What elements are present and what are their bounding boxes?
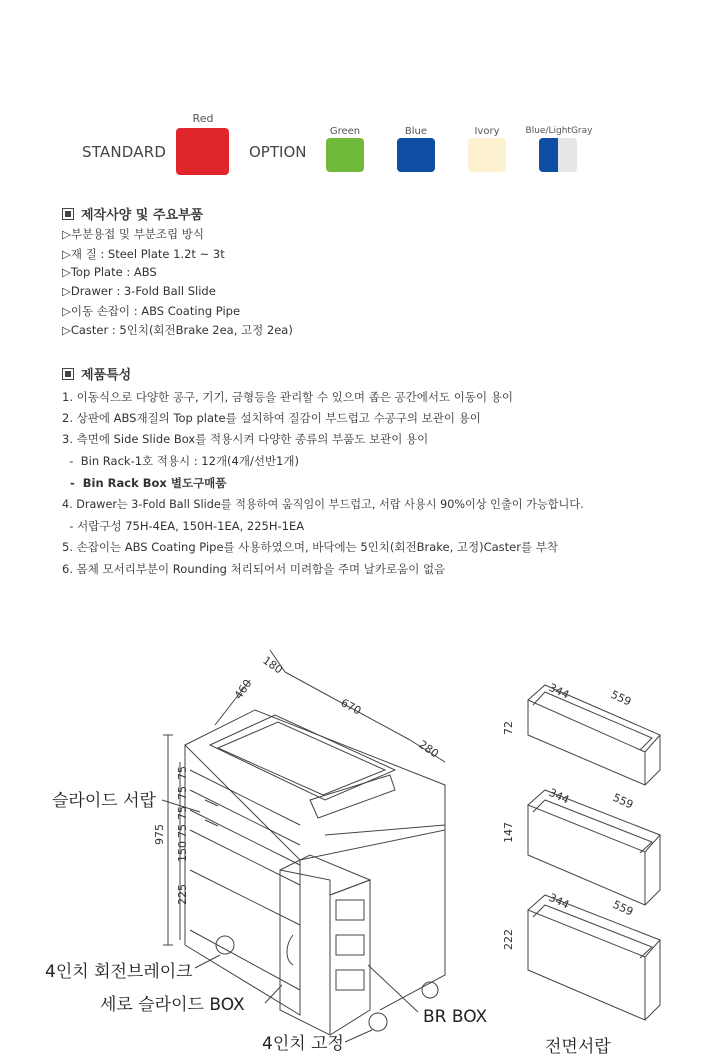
drawer-72: [528, 685, 660, 785]
drawer-147-height: 147: [502, 822, 515, 843]
feature-item: 4. Drawer는 3-Fold Ball Slide를 적용하여 움직임이 부드럽고, 서랍 사용시 90%이상 인출이 가능합니다.: [62, 498, 584, 511]
dim-h75: 75: [176, 806, 189, 820]
feature-item: 6. 몸체 모서리부분이 Rounding 처리되어서 미려함을 주며 날카로움이 없음: [62, 562, 446, 576]
swatch-name-blue-lightgray: Blue/LightGray: [525, 126, 593, 136]
top-handle-recess: [310, 775, 395, 818]
drawer-222-height: 222: [502, 929, 515, 950]
cabinet-front-outline: [185, 745, 300, 1015]
features-title: 제품특성: [81, 368, 132, 383]
standard-label: STANDARD: [82, 143, 167, 161]
spec-item: ▷Top Plate : ABS: [62, 265, 157, 279]
section-bullet-icon: [62, 208, 74, 220]
swatch-blue[interactable]: [397, 138, 435, 172]
drawer-222-width: 344: [546, 890, 572, 912]
dim-280: 280: [416, 737, 441, 761]
drawer-72-width: 344: [546, 680, 572, 702]
dim-975: 975: [153, 824, 166, 845]
dim-h225: 225: [176, 884, 189, 905]
swatch-ivory[interactable]: [468, 138, 506, 172]
dim-h75: 75: [176, 824, 189, 838]
spec-item: ▷재 질 : Steel Plate 1.2t ~ 3t: [62, 247, 225, 261]
swatch-name-red: Red: [192, 112, 214, 125]
section-bullet-icon: [62, 368, 74, 380]
label-front-drawer: 전면서랍: [545, 1037, 611, 1057]
spec-item: ▷Drawer : 3-Fold Ball Slide: [62, 284, 216, 298]
top-tray: [210, 715, 395, 800]
dim-h75: 75: [176, 786, 189, 800]
swatch-name-ivory: Ivory: [474, 126, 500, 137]
swatch-blue-lightgray[interactable]: [539, 138, 577, 172]
cabinet-top: [185, 710, 445, 860]
feature-item: 1. 이동식으로 다양한 공구, 기기, 금형등을 관리할 수 있으며 좁은 공간에서도 이동이 용이: [62, 390, 513, 404]
specs-title: 제작사양 및 주요부품: [81, 208, 204, 223]
dim-180: 180: [260, 653, 285, 677]
spec-item: ▷이동 손잡이 : ABS Coating Pipe: [62, 304, 241, 318]
drawer-147-depth: 559: [610, 790, 636, 812]
caster-brake-icon: [216, 936, 234, 954]
caster-fixed-icon: [369, 1013, 387, 1031]
dim-h75: 75: [176, 766, 189, 780]
swatch-name-blue: Blue: [404, 126, 428, 137]
drawer-147: [528, 790, 660, 905]
technical-drawing: [0, 630, 709, 1063]
feature-item: - 서랍구성 75H-4EA, 150H-1EA, 225H-1EA: [62, 519, 305, 533]
label-slide-drawer: 슬라이드 서랍: [52, 791, 156, 811]
feature-item: - Bin Rack Box 별도구매품: [62, 476, 227, 490]
label-br-box: BR BOX: [423, 1007, 488, 1027]
spec-item: ▷Caster : 5인치(회전Brake 2ea, 고정 2ea): [62, 323, 293, 337]
swatch-name-green: Green: [329, 126, 361, 137]
swatch-green[interactable]: [326, 138, 364, 172]
option-label: OPTION: [249, 143, 307, 161]
drawer-222: [528, 895, 660, 1020]
swatch-red[interactable]: [176, 128, 229, 175]
label-vertical-box: 세로 슬라이드 BOX: [100, 995, 245, 1015]
dim-670: 670: [338, 696, 364, 718]
label-caster-brake: 4인치 회전브레이크: [45, 962, 193, 982]
drawer-72-height: 72: [502, 721, 515, 735]
feature-item: 2. 상판에 ABS재질의 Top plate를 설치하여 질감이 부드럽고 수공구의 보관이 용이: [62, 411, 481, 425]
drawer-222-depth: 559: [610, 897, 636, 919]
label-caster-fixed: 4인치 고정: [262, 1034, 344, 1054]
specs-title-row: [62, 204, 203, 223]
spec-item: ▷부분용접 및 부분조립 방식: [62, 227, 205, 241]
feature-item: 5. 손잡이는 ABS Coating Pipe를 사용하였으며, 바닥에는 5인치(회전Brake, 고정)Caster를 부착: [62, 540, 558, 554]
feature-item: 3. 측면에 Side Slide Box를 적용시켜 다양한 종류의 부품도 보관이 용이: [62, 432, 429, 446]
features-title-row: [62, 364, 131, 383]
dim-460: 460: [231, 677, 255, 702]
drawer-72-depth: 559: [608, 687, 634, 709]
feature-item: - Bin Rack-1호 적용시 : 12개(4개/선반1개): [62, 454, 299, 468]
drawer-147-width: 344: [546, 785, 572, 807]
dim-h150: 150: [176, 841, 189, 862]
